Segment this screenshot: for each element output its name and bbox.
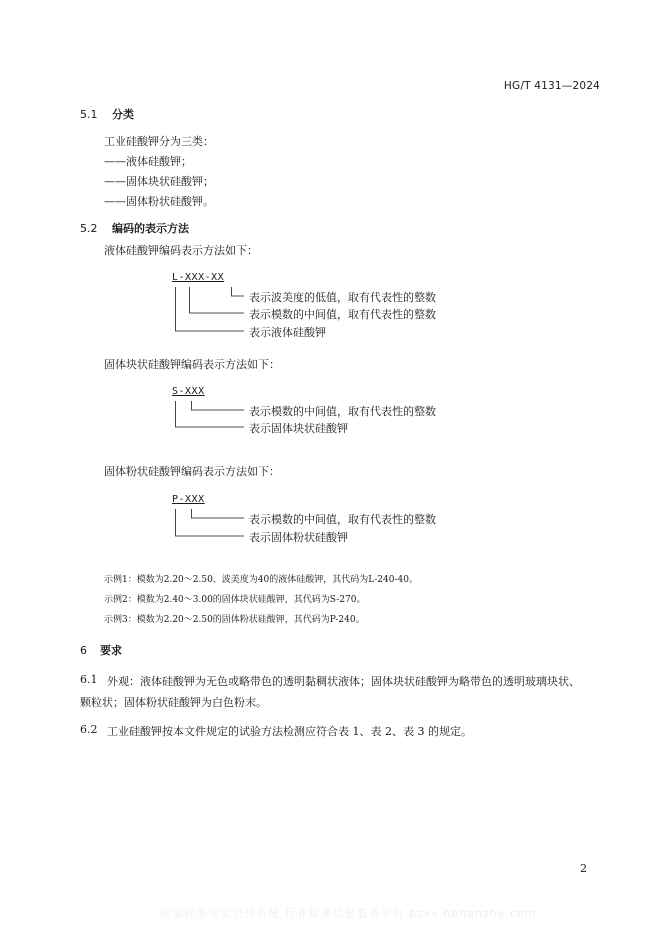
liquid-annotation: 表示模数的中间值，取有代表性的整数 — [249, 308, 436, 321]
example-line: 示例2：模数为2.40～3.00的固体块状硅酸钾，其代码为S-270。 — [104, 595, 366, 605]
clause-6-1-number: 6.1 — [80, 673, 98, 686]
section-title: 要求 — [100, 644, 122, 657]
standard-code: HG/T 4131—2024 — [503, 80, 600, 92]
powder-annotation: 表示模数的中间值，取有代表性的整数 — [249, 513, 436, 526]
section-number: 5.2 — [80, 222, 98, 235]
example-line: 示例1：模数为2.20～2.50、波美度为40的液体硅酸钾，其代码为L-240-40。 — [104, 575, 418, 585]
example-line: 示例3：模数为2.20～2.50的固体粉状硅酸钾，其代码为P-240。 — [104, 615, 365, 625]
section-number: 6 — [80, 644, 87, 657]
clause-6-2-text: 工业硅酸钾按本文件规定的试验方法检测应符合表 1、表 2、表 3 的规定。 — [107, 725, 472, 738]
list-item: ——固体粉状硅酸钾。 — [104, 195, 214, 208]
clause-6-1-line: 外观：液体硅酸钾为无色或略带色的透明黏稠状液体；固体块状硅酸钾为略带色的透明玻璃块状、 — [107, 675, 580, 688]
liquid-code-intro: 液体硅酸钾编码表示方法如下： — [104, 244, 258, 257]
section-number: 5.1 — [80, 108, 98, 121]
block-code-intro: 固体块状硅酸钾编码表示方法如下： — [104, 358, 280, 371]
classification-intro: 工业硅酸钾分为三类： — [104, 135, 214, 148]
list-item: ——液体硅酸钾； — [104, 155, 192, 168]
bracket-line — [176, 509, 245, 536]
block-code-format: S-XXX — [172, 386, 205, 397]
clause-6-2-number: 6.2 — [80, 723, 98, 736]
powder-code-intro: 固体粉状硅酸钾编码表示方法如下： — [104, 465, 280, 478]
powder-annotation: 表示固体粉状硅酸钾 — [249, 531, 348, 544]
liquid-annotation: 表示液体硅酸钾 — [249, 326, 326, 339]
page-number: 2 — [580, 862, 587, 875]
watermark: 国家标准全文公开系统 行业标准信息服务平台 bzxx.hbhanzhe.com — [160, 907, 537, 920]
list-item: ——固体块状硅酸钾； — [104, 175, 214, 188]
bracket-line — [192, 509, 245, 518]
block-annotation: 表示固体块状硅酸钾 — [249, 422, 348, 435]
block-annotation: 表示模数的中间值，取有代表性的整数 — [249, 405, 436, 418]
liquid-annotation: 表示波美度的低值，取有代表性的整数 — [249, 291, 436, 304]
section-6-heading — [80, 642, 122, 658]
section-title: 分类 — [112, 108, 134, 121]
liquid-code-format: L-XXX-XX — [172, 272, 225, 283]
section-title: 编码的表示方法 — [112, 222, 189, 235]
powder-code-format: P-XXX — [172, 494, 205, 505]
clause-6-1-line: 颗粒状；固体粉状硅酸钾为白色粉末。 — [80, 696, 267, 709]
